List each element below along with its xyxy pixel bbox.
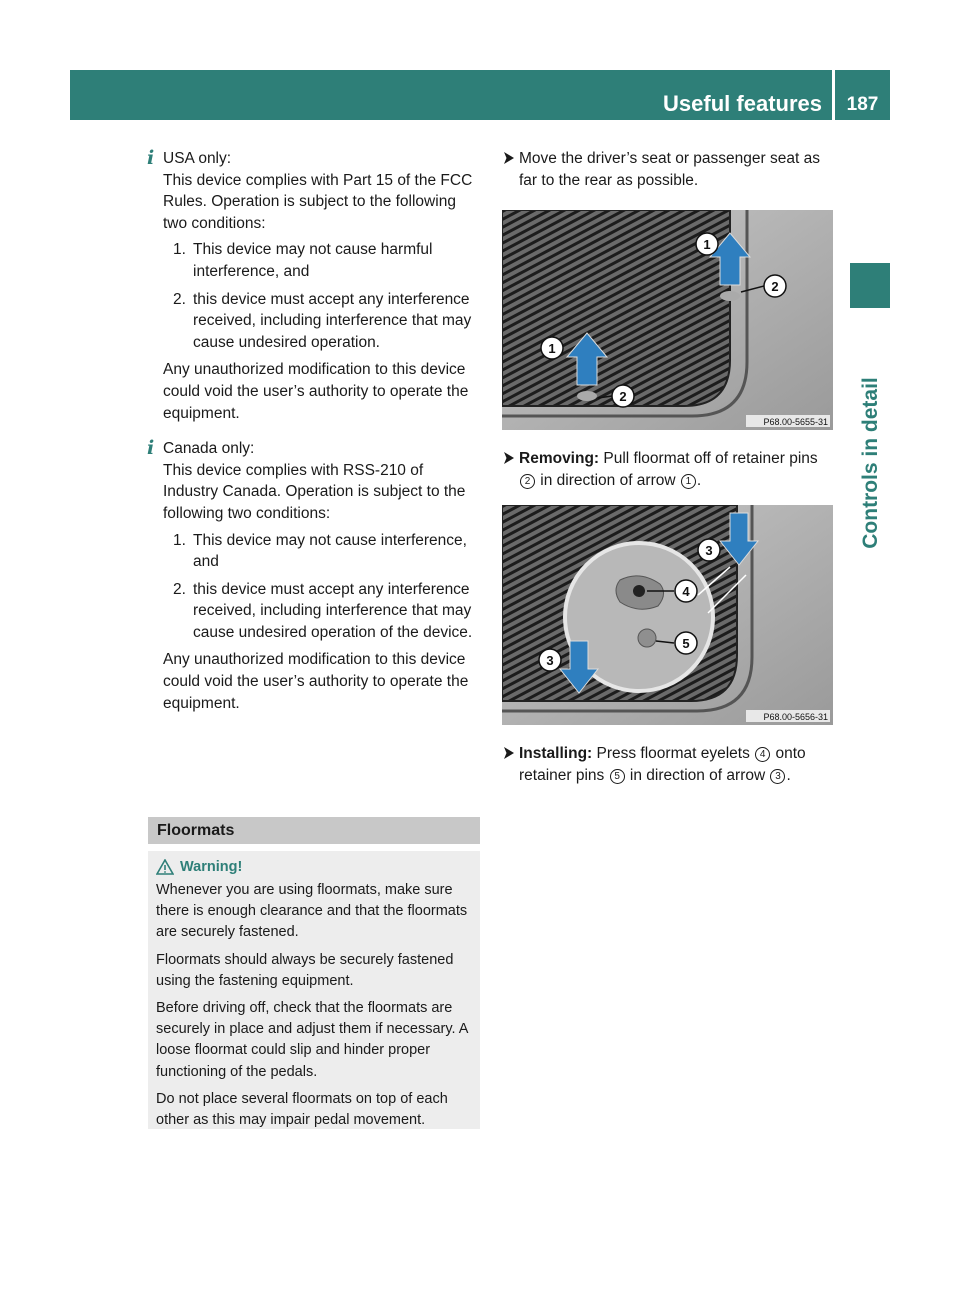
info-icon: i	[147, 147, 155, 169]
page-number: 187	[846, 94, 879, 115]
warning-triangle-icon	[156, 859, 174, 875]
list-number: 2.	[173, 290, 186, 308]
warning-paragraph: Whenever you are using floormats, make sure there is enough clearance and that the floormats are securely fastened.	[156, 882, 468, 941]
callout-label: 4	[682, 584, 690, 600]
list-number: 1.	[173, 531, 186, 549]
step-text: Press floormat eyelets	[592, 745, 755, 763]
callout-label: 3	[705, 543, 713, 559]
step-text: .	[786, 766, 791, 784]
side-tab-label: Controls in detail	[859, 377, 882, 549]
note-canada-list	[163, 530, 482, 644]
step-arrow-icon	[504, 152, 514, 164]
step-label: Installing:	[519, 745, 593, 763]
callout-label: 3	[546, 653, 554, 669]
step-text: Pull floormat off of retainer pins	[599, 450, 818, 468]
section-heading	[148, 817, 480, 844]
list-text: This device may not cause interference, and	[193, 531, 467, 571]
note-usa-heading: USA only:	[163, 150, 232, 167]
note-canada-intro: This device complies with RSS-210 of Industry Canada. Operation is subject to the following two conditions:	[163, 461, 466, 522]
note-usa	[148, 148, 482, 424]
step-text: in direction of arrow	[536, 471, 680, 489]
callout-label: 5	[682, 636, 690, 652]
list-item	[163, 530, 482, 573]
info-icon: i	[147, 437, 155, 460]
left-column	[148, 148, 482, 714]
callout-ref: 4	[755, 747, 770, 762]
list-text: this device must accept any interference received, including interference that may cause undesired operation.	[193, 290, 472, 351]
callout-ref: 3	[770, 769, 785, 784]
note-usa-intro: This device complies with Part 15 of the FCC Rules. Operation is subject to the following two conditions:	[163, 171, 473, 232]
warning-paragraph: Do not place several floormats on top of each other as this may impair pedal movement.	[156, 1090, 448, 1129]
callout-ref: 1	[681, 474, 696, 489]
list-item	[163, 289, 482, 354]
warning-title: Warning!	[180, 859, 243, 875]
list-text: This device may not cause harmful interference, and	[193, 241, 433, 280]
warning-heading	[156, 856, 474, 880]
floormat-removal-illustration	[502, 210, 833, 430]
step-removing	[504, 448, 836, 491]
list-number: 1.	[173, 241, 186, 259]
callout-ref: 2	[520, 474, 535, 489]
note-canada	[148, 438, 482, 714]
step-label: Removing:	[519, 450, 600, 468]
step-move-seat	[504, 148, 836, 191]
step-text: in direction of arrow	[625, 766, 770, 784]
list-item	[163, 579, 482, 644]
note-usa-footer: Any unauthorized modification to this device could void the user’s authority to operate the equipment.	[163, 361, 469, 422]
list-text: this device must accept any interference received, including interference that may cause undesired operation of the device.	[193, 580, 473, 641]
callout-label: 2	[771, 279, 779, 295]
step-text: onto retainer pins	[519, 745, 806, 784]
floormat-installation-figure	[502, 505, 833, 725]
header-title: Useful features	[663, 91, 822, 116]
warning-box	[148, 851, 480, 1129]
figure-code: P68.00-5656-31	[763, 712, 828, 723]
step-text: Move the driver’s seat or passenger seat as far to the rear as possible.	[519, 150, 820, 189]
step-arrow-icon	[504, 747, 514, 759]
note-canada-footer: Any unauthorized modification to this device could void the user’s authority to operate the equipment.	[163, 651, 469, 712]
warning-paragraph: Before driving off, check that the floormats are securely in place and adjust them if necessary. A loose floormat could slip and hinder proper functioning of the pedals.	[156, 1000, 468, 1080]
floormat-installation-illustration	[502, 505, 833, 725]
section-title: Floormats	[157, 822, 235, 839]
list-item	[163, 239, 482, 282]
callout-label: 1	[703, 237, 711, 253]
right-column	[504, 148, 836, 787]
callout-label: 1	[548, 341, 556, 357]
callout-ref: 5	[610, 769, 625, 784]
callout-label: 2	[619, 389, 627, 405]
figure-code: P68.00-5655-31	[763, 417, 828, 428]
warning-paragraph: Floormats should always be securely fastened using the fastening equipment.	[156, 951, 454, 989]
side-tab	[851, 318, 891, 608]
step-arrow-icon	[504, 452, 514, 464]
list-number: 2.	[173, 580, 186, 598]
side-marker	[850, 263, 890, 308]
floormat-removal-figure	[502, 210, 833, 430]
page-header	[70, 70, 890, 120]
step-installing	[504, 743, 836, 786]
note-usa-list	[163, 239, 482, 353]
step-text: .	[696, 471, 702, 489]
note-canada-heading: Canada only:	[163, 440, 255, 458]
